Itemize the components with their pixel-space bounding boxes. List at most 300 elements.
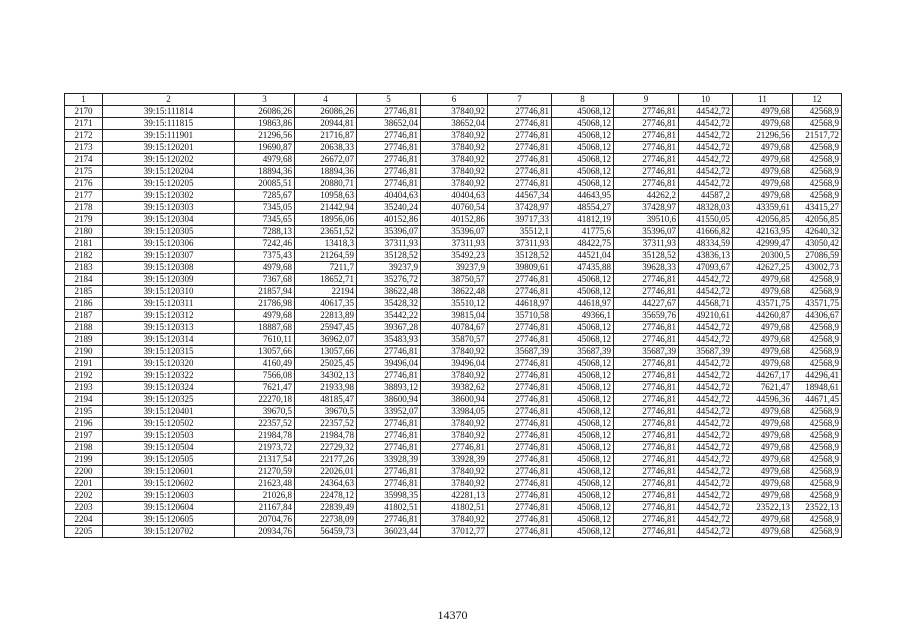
value-cell: 44542,72 <box>679 286 733 298</box>
table-row <box>65 262 842 274</box>
value-cell: 27746,81 <box>614 382 679 394</box>
value-cell: 4979,68 <box>733 514 793 526</box>
cadastral-number-cell: 39:15:120505 <box>103 454 235 466</box>
value-cell: 21973,72 <box>235 442 295 454</box>
table-row <box>65 346 842 358</box>
value-cell: 42056,85 <box>793 214 842 226</box>
row-number-cell: 2200 <box>65 466 103 478</box>
value-cell: 27746,81 <box>357 430 421 442</box>
value-cell: 45068,12 <box>552 478 614 490</box>
value-cell: 27746,81 <box>488 274 552 286</box>
value-cell: 20934,76 <box>235 526 295 538</box>
value-cell: 42568,9 <box>793 454 842 466</box>
value-cell: 13418,3 <box>295 238 357 250</box>
value-cell: 43050,42 <box>793 238 842 250</box>
value-cell: 27746,81 <box>614 502 679 514</box>
value-cell: 27746,81 <box>614 106 679 118</box>
value-cell: 42281,13 <box>421 490 488 502</box>
value-cell: 7285,67 <box>235 190 295 202</box>
value-cell: 48328,03 <box>679 202 733 214</box>
value-cell: 45068,12 <box>552 514 614 526</box>
value-cell: 7621,47 <box>733 382 793 394</box>
value-cell: 39717,33 <box>488 214 552 226</box>
value-cell: 27746,81 <box>614 442 679 454</box>
value-cell: 4979,68 <box>733 274 793 286</box>
value-cell: 27746,81 <box>614 466 679 478</box>
cadastral-number-cell: 39:15:120306 <box>103 238 235 250</box>
value-cell: 39382,62 <box>421 382 488 394</box>
value-cell: 49210,61 <box>679 310 733 322</box>
value-cell: 39670,5 <box>235 406 295 418</box>
row-number-cell: 2204 <box>65 514 103 526</box>
value-cell: 27746,81 <box>614 130 679 142</box>
value-cell: 37840,92 <box>421 466 488 478</box>
table-row <box>65 502 842 514</box>
value-cell: 27746,81 <box>488 322 552 334</box>
cadastral-number-cell: 39:15:120309 <box>103 274 235 286</box>
value-cell: 39496,04 <box>421 358 488 370</box>
value-cell: 42640,32 <box>793 226 842 238</box>
value-cell: 27746,81 <box>488 490 552 502</box>
value-cell: 4979,68 <box>235 154 295 166</box>
value-cell: 19690,87 <box>235 142 295 154</box>
value-cell: 44542,72 <box>679 478 733 490</box>
value-cell: 27746,81 <box>614 514 679 526</box>
value-cell: 44542,72 <box>679 106 733 118</box>
value-cell: 22270,18 <box>235 394 295 406</box>
value-cell: 45068,12 <box>552 406 614 418</box>
value-cell: 37840,92 <box>421 154 488 166</box>
value-cell: 25947,45 <box>295 322 357 334</box>
table-row <box>65 526 842 538</box>
column-header: 3 <box>235 94 295 106</box>
value-cell: 27746,81 <box>488 142 552 154</box>
cadastral-number-cell: 39:15:120601 <box>103 466 235 478</box>
value-cell: 38600,94 <box>357 394 421 406</box>
column-header: 10 <box>679 94 733 106</box>
row-number-cell: 2182 <box>65 250 103 262</box>
column-header: 1 <box>65 94 103 106</box>
value-cell: 42568,9 <box>793 142 842 154</box>
value-cell: 27746,81 <box>357 514 421 526</box>
value-cell: 27746,81 <box>488 406 552 418</box>
cadastral-number-cell: 39:15:120310 <box>103 286 235 298</box>
value-cell: 27746,81 <box>488 382 552 394</box>
value-cell: 42568,9 <box>793 118 842 130</box>
value-cell: 44671,45 <box>793 394 842 406</box>
value-cell: 44542,72 <box>679 394 733 406</box>
cadastral-number-cell: 39:15:120315 <box>103 346 235 358</box>
value-cell: 35276,72 <box>357 274 421 286</box>
value-cell: 42627,25 <box>733 262 793 274</box>
value-cell: 27746,81 <box>614 454 679 466</box>
value-cell: 42568,9 <box>793 358 842 370</box>
value-cell: 37840,92 <box>421 166 488 178</box>
value-cell: 27746,81 <box>614 274 679 286</box>
value-cell: 44542,72 <box>679 274 733 286</box>
table-row <box>65 310 842 322</box>
value-cell: 44542,72 <box>679 454 733 466</box>
value-cell: 21296,56 <box>733 130 793 142</box>
value-cell: 27746,81 <box>357 418 421 430</box>
cadastral-number-cell: 39:15:120204 <box>103 166 235 178</box>
value-cell: 44542,72 <box>679 502 733 514</box>
value-cell: 27746,81 <box>614 286 679 298</box>
cadastral-number-cell: 39:15:120602 <box>103 478 235 490</box>
value-cell: 48422,75 <box>552 238 614 250</box>
value-cell: 21933,98 <box>295 382 357 394</box>
value-cell: 7610,11 <box>235 334 295 346</box>
column-header: 7 <box>488 94 552 106</box>
value-cell: 7242,46 <box>235 238 295 250</box>
value-cell: 26672,07 <box>295 154 357 166</box>
cadastral-number-cell: 39:15:120314 <box>103 334 235 346</box>
value-cell: 42568,9 <box>793 274 842 286</box>
value-cell: 44260,87 <box>733 310 793 322</box>
column-header: 4 <box>295 94 357 106</box>
value-cell: 18652,71 <box>295 274 357 286</box>
value-cell: 18894,36 <box>295 166 357 178</box>
value-cell: 44618,97 <box>488 298 552 310</box>
value-cell: 45068,12 <box>552 526 614 538</box>
cadastral-number-cell: 39:15:120503 <box>103 430 235 442</box>
value-cell: 41550,05 <box>679 214 733 226</box>
value-cell: 37428,97 <box>614 202 679 214</box>
value-cell: 7375,43 <box>235 250 295 262</box>
value-cell: 45068,12 <box>552 118 614 130</box>
value-cell: 45068,12 <box>552 334 614 346</box>
row-number-cell: 2171 <box>65 118 103 130</box>
cadastral-number-cell: 39:15:120311 <box>103 298 235 310</box>
value-cell: 49366,1 <box>552 310 614 322</box>
value-cell: 44596,36 <box>733 394 793 406</box>
value-cell: 35687,39 <box>488 346 552 358</box>
value-cell: 37840,92 <box>421 514 488 526</box>
table-row <box>65 250 842 262</box>
value-cell: 45068,12 <box>552 142 614 154</box>
value-cell: 37840,92 <box>421 142 488 154</box>
value-cell: 45068,12 <box>552 322 614 334</box>
value-cell: 22839,49 <box>295 502 357 514</box>
value-cell: 35128,52 <box>614 250 679 262</box>
table-row <box>65 406 842 418</box>
value-cell: 44542,72 <box>679 118 733 130</box>
row-number-cell: 2172 <box>65 130 103 142</box>
cadastral-number-cell: 39:15:111815 <box>103 118 235 130</box>
value-cell: 37311,93 <box>421 238 488 250</box>
value-cell: 27746,81 <box>488 154 552 166</box>
value-cell: 38622,48 <box>421 286 488 298</box>
table-row <box>65 142 842 154</box>
cadastral-number-cell: 39:15:111814 <box>103 106 235 118</box>
value-cell: 7367,68 <box>235 274 295 286</box>
row-number-cell: 2190 <box>65 346 103 358</box>
value-cell: 38622,48 <box>357 286 421 298</box>
table-row <box>65 454 842 466</box>
value-cell: 44227,67 <box>614 298 679 310</box>
value-cell: 21264,59 <box>295 250 357 262</box>
value-cell: 27746,81 <box>357 346 421 358</box>
value-cell: 39628,33 <box>614 262 679 274</box>
value-cell: 27746,81 <box>614 334 679 346</box>
value-cell: 41802,51 <box>357 502 421 514</box>
value-cell: 4979,68 <box>733 166 793 178</box>
value-cell: 44542,72 <box>679 418 733 430</box>
row-number-cell: 2177 <box>65 190 103 202</box>
value-cell: 21857,94 <box>235 286 295 298</box>
value-cell: 25025,45 <box>295 358 357 370</box>
value-cell: 42568,9 <box>793 442 842 454</box>
value-cell: 27746,81 <box>614 178 679 190</box>
value-cell: 27746,81 <box>357 370 421 382</box>
value-cell: 4979,68 <box>733 286 793 298</box>
value-cell: 22194 <box>295 286 357 298</box>
value-cell: 37311,93 <box>357 238 421 250</box>
value-cell: 4979,68 <box>733 106 793 118</box>
value-cell: 35396,07 <box>614 226 679 238</box>
table-row <box>65 478 842 490</box>
value-cell: 27746,81 <box>488 178 552 190</box>
table-body <box>65 94 842 538</box>
value-cell: 35512,1 <box>488 226 552 238</box>
value-cell: 48334,59 <box>679 238 733 250</box>
value-cell: 27746,81 <box>357 106 421 118</box>
value-cell: 35687,39 <box>552 346 614 358</box>
value-cell: 27746,81 <box>614 118 679 130</box>
value-cell: 27746,81 <box>357 466 421 478</box>
value-cell: 45068,12 <box>552 382 614 394</box>
value-cell: 35710,58 <box>488 310 552 322</box>
table-row <box>65 334 842 346</box>
table-row <box>65 166 842 178</box>
value-cell: 42568,9 <box>793 334 842 346</box>
value-cell: 27746,81 <box>357 166 421 178</box>
value-cell: 4979,68 <box>733 178 793 190</box>
value-cell: 27746,81 <box>488 514 552 526</box>
table-row <box>65 214 842 226</box>
value-cell: 4979,68 <box>733 190 793 202</box>
value-cell: 35687,39 <box>614 346 679 358</box>
table-row <box>65 178 842 190</box>
value-cell: 21786,98 <box>235 298 295 310</box>
value-cell: 45068,12 <box>552 442 614 454</box>
value-cell: 27746,81 <box>488 478 552 490</box>
value-cell: 27746,81 <box>488 358 552 370</box>
cadastral-number-cell: 39:15:120605 <box>103 514 235 526</box>
cadastral-number-cell: 39:15:120202 <box>103 154 235 166</box>
value-cell: 56459,73 <box>295 526 357 538</box>
value-cell: 22357,52 <box>295 418 357 430</box>
value-cell: 23522,13 <box>733 502 793 514</box>
value-cell: 4160,49 <box>235 358 295 370</box>
row-number-cell: 2180 <box>65 226 103 238</box>
value-cell: 20085,51 <box>235 178 295 190</box>
value-cell: 10958,63 <box>295 190 357 202</box>
value-cell: 21517,72 <box>793 130 842 142</box>
value-cell: 27746,81 <box>488 454 552 466</box>
value-cell: 27746,81 <box>614 142 679 154</box>
value-cell: 45068,12 <box>552 454 614 466</box>
cadastral-number-cell: 39:15:120322 <box>103 370 235 382</box>
row-number-cell: 2184 <box>65 274 103 286</box>
value-cell: 27746,81 <box>488 418 552 430</box>
value-cell: 45068,12 <box>552 430 614 442</box>
value-cell: 35428,32 <box>357 298 421 310</box>
row-number-cell: 2202 <box>65 490 103 502</box>
value-cell: 42568,9 <box>793 478 842 490</box>
value-cell: 4979,68 <box>733 322 793 334</box>
value-cell: 39367,28 <box>357 322 421 334</box>
value-cell: 38750,57 <box>421 274 488 286</box>
table-row <box>65 226 842 238</box>
value-cell: 21716,87 <box>295 130 357 142</box>
value-cell: 47435,88 <box>552 262 614 274</box>
value-cell: 35483,93 <box>357 334 421 346</box>
table-row <box>65 466 842 478</box>
value-cell: 33928,39 <box>357 454 421 466</box>
value-cell: 27746,81 <box>357 142 421 154</box>
value-cell: 43836,13 <box>679 250 733 262</box>
value-cell: 4979,68 <box>733 466 793 478</box>
value-cell: 27746,81 <box>357 154 421 166</box>
value-cell: 44267,17 <box>733 370 793 382</box>
row-number-cell: 2201 <box>65 478 103 490</box>
value-cell: 38652,04 <box>421 118 488 130</box>
value-cell: 42568,9 <box>793 166 842 178</box>
value-cell: 35998,35 <box>357 490 421 502</box>
value-cell: 38893,12 <box>357 382 421 394</box>
value-cell: 41802,51 <box>421 502 488 514</box>
value-cell: 35396,07 <box>357 226 421 238</box>
value-cell: 4979,68 <box>733 118 793 130</box>
value-cell: 44567,34 <box>488 190 552 202</box>
value-cell: 18956,06 <box>295 214 357 226</box>
value-cell: 44542,72 <box>679 466 733 478</box>
value-cell: 7211,7 <box>295 262 357 274</box>
value-cell: 42568,9 <box>793 466 842 478</box>
value-cell: 20880,71 <box>295 178 357 190</box>
value-cell: 27746,81 <box>614 358 679 370</box>
table-row <box>65 202 842 214</box>
value-cell: 21167,84 <box>235 502 295 514</box>
table-row <box>65 514 842 526</box>
row-number-cell: 2193 <box>65 382 103 394</box>
value-cell: 42568,9 <box>793 322 842 334</box>
value-cell: 23522,13 <box>793 502 842 514</box>
value-cell: 45068,12 <box>552 466 614 478</box>
table-row <box>65 430 842 442</box>
value-cell: 39496,04 <box>357 358 421 370</box>
value-cell: 27746,81 <box>488 106 552 118</box>
value-cell: 21984,78 <box>295 430 357 442</box>
value-cell: 18948,61 <box>793 382 842 394</box>
value-cell: 37311,93 <box>614 238 679 250</box>
value-cell: 37311,93 <box>488 238 552 250</box>
row-number-cell: 2175 <box>65 166 103 178</box>
value-cell: 42056,85 <box>733 214 793 226</box>
value-cell: 24364,63 <box>295 478 357 490</box>
table-row <box>65 238 842 250</box>
table-row <box>65 490 842 502</box>
value-cell: 44542,72 <box>679 142 733 154</box>
cadastral-number-cell: 39:15:120504 <box>103 442 235 454</box>
value-cell: 35659,76 <box>614 310 679 322</box>
value-cell: 22478,12 <box>295 490 357 502</box>
cadastral-number-cell: 39:15:120320 <box>103 358 235 370</box>
cadastral-number-cell: 39:15:120312 <box>103 310 235 322</box>
row-number-cell: 2181 <box>65 238 103 250</box>
value-cell: 40404,63 <box>357 190 421 202</box>
value-cell: 4979,68 <box>733 406 793 418</box>
value-cell: 4979,68 <box>235 262 295 274</box>
value-cell: 4979,68 <box>733 490 793 502</box>
value-cell: 27746,81 <box>488 286 552 298</box>
value-cell: 34302,13 <box>295 370 357 382</box>
value-cell: 44306,67 <box>793 310 842 322</box>
value-cell: 44296,41 <box>793 370 842 382</box>
value-cell: 40152,86 <box>357 214 421 226</box>
value-cell: 20300,5 <box>733 250 793 262</box>
value-cell: 27746,81 <box>357 442 421 454</box>
value-cell: 4979,68 <box>733 334 793 346</box>
value-cell: 44542,72 <box>679 406 733 418</box>
cadastral-number-cell: 39:15:120502 <box>103 418 235 430</box>
row-number-cell: 2198 <box>65 442 103 454</box>
value-cell: 47093,67 <box>679 262 733 274</box>
value-cell: 43571,75 <box>733 298 793 310</box>
value-cell: 27746,81 <box>488 394 552 406</box>
value-cell: 37840,92 <box>421 346 488 358</box>
value-cell: 39237,9 <box>357 262 421 274</box>
value-cell: 40404,63 <box>421 190 488 202</box>
value-cell: 37428,97 <box>488 202 552 214</box>
value-cell: 4979,68 <box>733 142 793 154</box>
value-cell: 27086,59 <box>793 250 842 262</box>
value-cell: 41812,19 <box>552 214 614 226</box>
value-cell: 39809,61 <box>488 262 552 274</box>
value-cell: 27746,81 <box>488 466 552 478</box>
table-header-row <box>65 94 842 106</box>
value-cell: 35442,22 <box>357 310 421 322</box>
column-header: 8 <box>552 94 614 106</box>
value-cell: 21296,56 <box>235 130 295 142</box>
value-cell: 20638,33 <box>295 142 357 154</box>
row-number-cell: 2203 <box>65 502 103 514</box>
value-cell: 44542,72 <box>679 442 733 454</box>
table-row <box>65 286 842 298</box>
value-cell: 22813,89 <box>295 310 357 322</box>
value-cell: 4979,68 <box>733 454 793 466</box>
value-cell: 27746,81 <box>357 178 421 190</box>
row-number-cell: 2188 <box>65 322 103 334</box>
value-cell: 45068,12 <box>552 166 614 178</box>
value-cell: 37840,92 <box>421 370 488 382</box>
value-cell: 22026,01 <box>295 466 357 478</box>
value-cell: 37840,92 <box>421 478 488 490</box>
value-cell: 26086,26 <box>235 106 295 118</box>
value-cell: 22177,26 <box>295 454 357 466</box>
table-row <box>65 154 842 166</box>
value-cell: 42568,9 <box>793 286 842 298</box>
column-header: 5 <box>357 94 421 106</box>
row-number-cell: 2174 <box>65 154 103 166</box>
value-cell: 44542,72 <box>679 154 733 166</box>
value-cell: 27746,81 <box>614 322 679 334</box>
row-number-cell: 2199 <box>65 454 103 466</box>
value-cell: 37840,92 <box>421 130 488 142</box>
value-cell: 27746,81 <box>488 334 552 346</box>
value-cell: 20944,81 <box>295 118 357 130</box>
